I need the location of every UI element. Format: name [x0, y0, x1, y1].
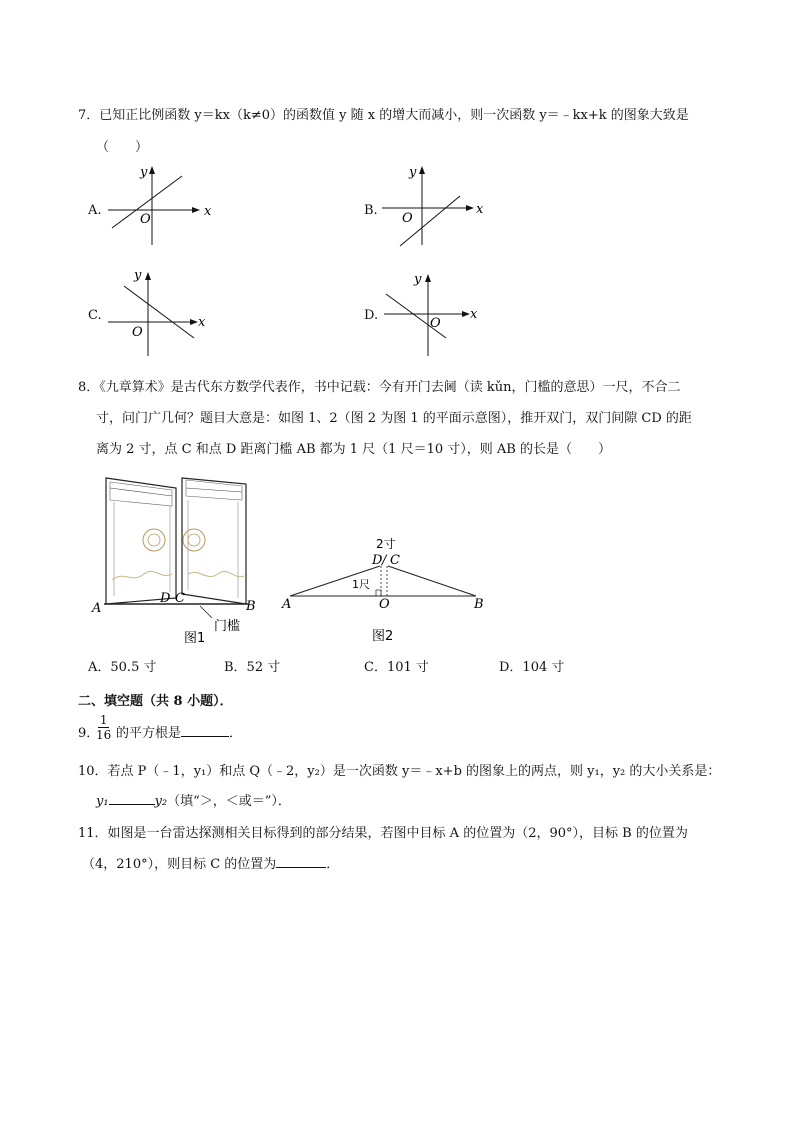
- q10-tail: （填“＞，＜或＝”）．: [167, 794, 291, 809]
- q7-option-d-label: D.: [364, 308, 379, 323]
- q9-text: [116, 722, 242, 741]
- q7-stem-line1: 7．已知正比例函数 y＝kx（k≠0）的函数值 y 随 x 的增大而减小，则一次函数 y＝﹣kx+k 的图象大致是: [78, 108, 689, 123]
- q9-fraction-numerator: 1: [99, 713, 108, 727]
- q8-stem-line1: 8．《九章算术》是古代东方数学代表作，书中记载：今有开门去阃（读 kǔn，门槛的意思）一尺，不合二: [78, 380, 681, 395]
- q8-figure-2-schematic: [280, 530, 500, 646]
- fig1-sill-label: 门槛: [214, 619, 241, 634]
- q7-b-y-label: y: [409, 165, 417, 180]
- q11-stem-line2: [82, 853, 339, 872]
- q7-option-b-label: B.: [364, 203, 378, 218]
- q8-choice-d: D．104 寸: [499, 660, 565, 675]
- fig1-caption: 图1: [184, 631, 206, 646]
- q7-option-b-graph: [378, 160, 498, 250]
- q7-stem-line2: （ ）: [96, 140, 149, 155]
- q8-choice-a: A．50.5 寸: [88, 660, 157, 675]
- section-2-heading: 二、填空题（共 8 小题）．: [78, 694, 233, 709]
- q9-number: 9．: [78, 726, 100, 741]
- fig2-caption: 图2: [372, 629, 394, 644]
- q10-y1: y₁: [96, 794, 109, 809]
- q7-option-a-graph: [104, 160, 224, 250]
- q7-option-c-graph: [104, 262, 224, 358]
- q7-c-x-label: x: [198, 315, 206, 330]
- q7-option-a-label: A.: [88, 203, 102, 218]
- q9-fraction: [96, 713, 111, 742]
- q7-option-c-label: C.: [88, 308, 102, 323]
- q7-c-origin: O: [132, 325, 143, 340]
- q7-a-origin: O: [140, 212, 151, 227]
- fig2-label-slash: /: [382, 553, 387, 568]
- q9-fraction-denominator: 16: [96, 728, 112, 742]
- fig2-label-1chi: 1尺: [352, 578, 370, 591]
- q10-stem-line2: [96, 790, 291, 809]
- fig2-label-2cun: 2寸: [376, 537, 396, 551]
- q9-end: ．: [229, 726, 243, 741]
- q11-stem-line1: 11．如图是一台雷达探测相关目标得到的部分结果，若图中目标 A 的位置为（2，90°），目标 B 的位置为: [78, 826, 688, 841]
- q9-stem: 的平方根是: [116, 726, 182, 741]
- q7-d-x-label: x: [470, 307, 478, 322]
- q9-answer-blank[interactable]: [181, 736, 229, 737]
- q11-end: ．: [326, 857, 340, 872]
- q11-answer-blank[interactable]: [276, 867, 326, 868]
- q8-stem-line3: 离为 2 寸，点 C 和点 D 距离门槛 AB 都为 1 尺（1 尺＝10 寸），则 AB 的长是（ ）: [96, 442, 611, 457]
- fig2-label-b: B: [474, 597, 484, 612]
- q7-c-y-label: y: [134, 268, 142, 283]
- q8-figure-1-doors: [88, 470, 260, 646]
- q7-option-d-graph: [380, 266, 500, 358]
- q7-d-y-label: y: [414, 272, 422, 287]
- q8-choice-c: C．101 寸: [364, 660, 429, 675]
- q7-d-origin: O: [430, 316, 441, 331]
- q10-y2: y₂: [154, 794, 168, 809]
- q7-b-origin: O: [402, 211, 413, 226]
- q7-b-x-label: x: [476, 202, 484, 217]
- fig2-label-o: O: [379, 597, 390, 612]
- fig1-label-d: D: [160, 591, 171, 606]
- q8-stem-line2: 寸，问门广几何？题目大意是：如图 1、2（图 2 为图 1 的平面示意图），推开双门，双门间隙 CD 的距: [96, 411, 692, 426]
- q10-stem-line1: 10．若点 P（﹣1，y₁）和点 Q（﹣2，y₂）是一次函数 y＝﹣x+b 的图象上的两点，则 y₁，y₂ 的大小关系是：: [78, 764, 721, 779]
- fig2-label-d: D: [372, 553, 383, 568]
- q10-answer-blank[interactable]: [109, 804, 155, 805]
- fig1-label-b: B: [246, 599, 256, 614]
- q7-a-x-label: x: [204, 204, 212, 219]
- q8-choice-b: B．52 寸: [224, 660, 281, 675]
- fig2-label-c: C: [390, 553, 400, 568]
- q11-stem-text: （4，210°），则目标 C 的位置为: [82, 857, 277, 872]
- fig2-label-a: A: [282, 597, 292, 612]
- fig1-label-c: C: [175, 591, 185, 606]
- q7-a-y-label: y: [140, 165, 148, 180]
- fig1-label-a: A: [92, 601, 102, 616]
